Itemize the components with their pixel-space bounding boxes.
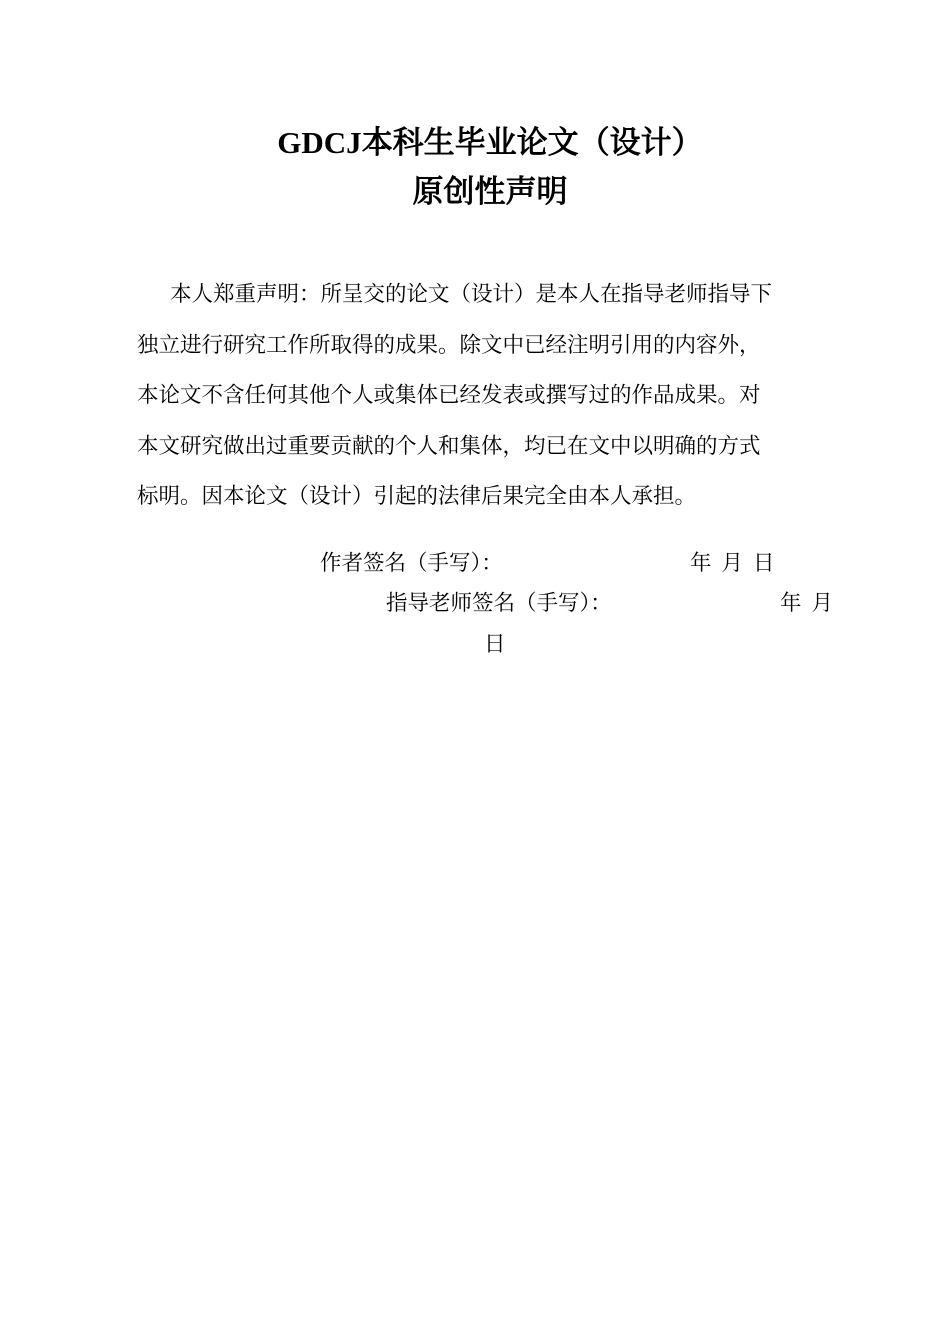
declaration-line: 独立进行研究工作所取得的成果。除文中已经注明引用的内容外， xyxy=(137,332,761,358)
author-month: 月 xyxy=(721,551,744,576)
document-subtitle: 原创性声明 xyxy=(412,174,568,210)
author-signature-label: 作者签名（手写）： xyxy=(320,551,503,576)
author-signature-date xyxy=(690,550,775,578)
advisor-year: 年 xyxy=(780,591,802,616)
title-latin-prefix: GDCJ xyxy=(277,125,362,160)
declaration-line: 本论文不含任何其他个人或集体已经发表或撰写过的作品成果。对 xyxy=(137,383,761,408)
declaration-paragraph xyxy=(137,270,847,523)
advisor-day: 日 xyxy=(484,632,506,657)
declaration-line: 标明。因本论文（设计）引起的法律后果完全由本人承担。 xyxy=(137,484,697,509)
advisor-signature-label: 指导老师签名（手写）： xyxy=(386,591,612,616)
author-year: 年 xyxy=(690,551,712,576)
advisor-signature-date xyxy=(780,590,833,618)
declaration-line: 本人郑重声明：所呈交的论文（设计）是本人在指导老师指导下 xyxy=(170,282,773,307)
advisor-month: 月 xyxy=(811,591,834,616)
document-title xyxy=(0,123,950,163)
declaration-line: 本文研究做出过重要贡献的个人和集体，均已在文中以明确的方式 xyxy=(137,433,761,459)
title-main: 本科生毕业论文（设计） xyxy=(361,125,703,161)
author-day: 日 xyxy=(753,551,775,576)
